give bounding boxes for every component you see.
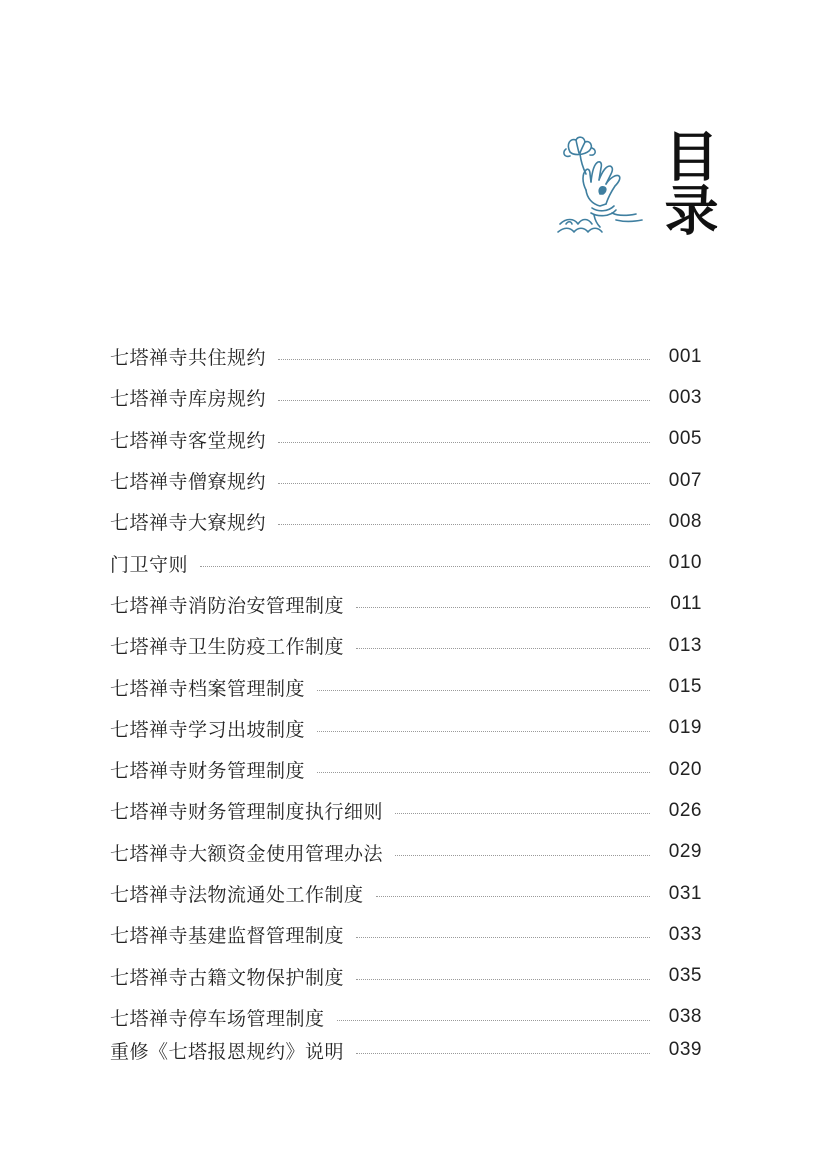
toc-entry-title: 七塔禅寺共住规约 bbox=[110, 347, 267, 370]
toc-entry[interactable] bbox=[110, 666, 702, 707]
dotted-leader bbox=[317, 690, 650, 691]
toc-entry[interactable] bbox=[110, 460, 702, 501]
toc-entry-page-number: 001 bbox=[668, 345, 702, 367]
toc-entry[interactable] bbox=[110, 501, 702, 542]
toc-entry[interactable] bbox=[110, 419, 702, 460]
toc-entry-title: 七塔禅寺学习出坡制度 bbox=[110, 718, 306, 741]
toc-entry[interactable] bbox=[110, 955, 702, 996]
toc-entry[interactable] bbox=[110, 542, 702, 583]
toc-entry-page-number: 015 bbox=[668, 676, 702, 698]
dotted-leader bbox=[317, 772, 650, 773]
toc-entry-title: 七塔禅寺大额资金使用管理办法 bbox=[110, 842, 384, 865]
dotted-leader bbox=[278, 359, 650, 360]
dotted-leader bbox=[337, 1020, 650, 1021]
toc-entry-page-number: 035 bbox=[668, 965, 702, 987]
toc-entry[interactable] bbox=[110, 584, 702, 625]
toc-entry-page-number: 020 bbox=[668, 758, 702, 780]
toc-entry-page-number: 003 bbox=[668, 386, 702, 408]
toc-entry-page-number: 029 bbox=[668, 841, 702, 863]
toc-entry-page-number: 038 bbox=[668, 1006, 702, 1028]
dotted-leader bbox=[278, 524, 650, 525]
toc-entry[interactable] bbox=[110, 625, 702, 666]
toc-entry[interactable] bbox=[110, 873, 702, 914]
toc-entry-page-number: 007 bbox=[668, 469, 702, 491]
toc-entry-title: 七塔禅寺停车场管理制度 bbox=[110, 1007, 325, 1030]
toc-entry-page-number: 031 bbox=[668, 882, 702, 904]
toc-entry-title: 七塔禅寺库房规约 bbox=[110, 388, 267, 411]
toc-title: 目录 bbox=[656, 128, 720, 236]
toc-header bbox=[556, 128, 720, 240]
toc-entry-title: 七塔禅寺大寮规约 bbox=[110, 512, 267, 535]
dotted-leader bbox=[395, 813, 650, 814]
toc-entry-title: 重修《七塔报恩规约》说明 bbox=[110, 1040, 345, 1063]
dotted-leader bbox=[395, 855, 650, 856]
toc-entry-title: 七塔禅寺僧寮规约 bbox=[110, 471, 267, 494]
toc-entry-title: 七塔禅寺卫生防疫工作制度 bbox=[110, 636, 345, 659]
dotted-leader bbox=[200, 566, 650, 567]
toc-entry-title: 七塔禅寺财务管理制度 bbox=[110, 760, 306, 783]
dotted-leader bbox=[278, 483, 650, 484]
toc-entry-page-number: 010 bbox=[668, 552, 702, 574]
toc-entry[interactable] bbox=[110, 749, 702, 790]
toc-entry-title: 七塔禅寺客堂规约 bbox=[110, 429, 267, 452]
toc-entry[interactable] bbox=[110, 914, 702, 955]
toc-entry-title: 七塔禅寺法物流通处工作制度 bbox=[110, 884, 364, 906]
dotted-leader bbox=[356, 1053, 650, 1054]
toc-entry-page-number: 005 bbox=[668, 428, 702, 450]
toc-entry[interactable] bbox=[110, 336, 702, 377]
toc-entry[interactable] bbox=[110, 790, 702, 831]
toc-entry-page-number: 013 bbox=[668, 634, 702, 656]
dotted-leader bbox=[278, 400, 650, 401]
toc-list bbox=[110, 336, 702, 1068]
toc-entry-page-number: 026 bbox=[668, 799, 702, 821]
dotted-leader bbox=[356, 937, 650, 938]
toc-entry-title: 七塔禅寺古籍文物保护制度 bbox=[110, 966, 345, 989]
toc-entry[interactable] bbox=[110, 832, 702, 873]
toc-entry-title: 七塔禅寺消防治安管理制度 bbox=[110, 594, 345, 617]
toc-entry-page-number: 033 bbox=[668, 923, 702, 945]
dotted-leader bbox=[356, 607, 650, 608]
toc-entry[interactable] bbox=[110, 377, 702, 418]
lotus-hand-icon bbox=[556, 132, 644, 236]
dotted-leader bbox=[356, 979, 650, 980]
toc-entry-page-number: 019 bbox=[668, 717, 702, 739]
dotted-leader bbox=[278, 442, 650, 443]
toc-entry-page-number: 008 bbox=[668, 510, 702, 532]
toc-entry-title: 七塔禅寺档案管理制度 bbox=[110, 677, 306, 700]
toc-entry[interactable] bbox=[110, 1032, 702, 1068]
dotted-leader bbox=[317, 731, 650, 732]
dotted-leader bbox=[356, 648, 650, 649]
toc-entry-title: 七塔禅寺财务管理制度执行细则 bbox=[110, 801, 384, 824]
toc-entry-page-number: 011 bbox=[670, 593, 702, 615]
toc-entry-title: 门卫守则 bbox=[110, 553, 189, 576]
toc-entry[interactable] bbox=[110, 708, 702, 749]
toc-entry-title: 七塔禅寺基建监督管理制度 bbox=[110, 925, 345, 948]
dotted-leader bbox=[376, 896, 650, 897]
toc-entry-page-number: 039 bbox=[668, 1039, 702, 1061]
